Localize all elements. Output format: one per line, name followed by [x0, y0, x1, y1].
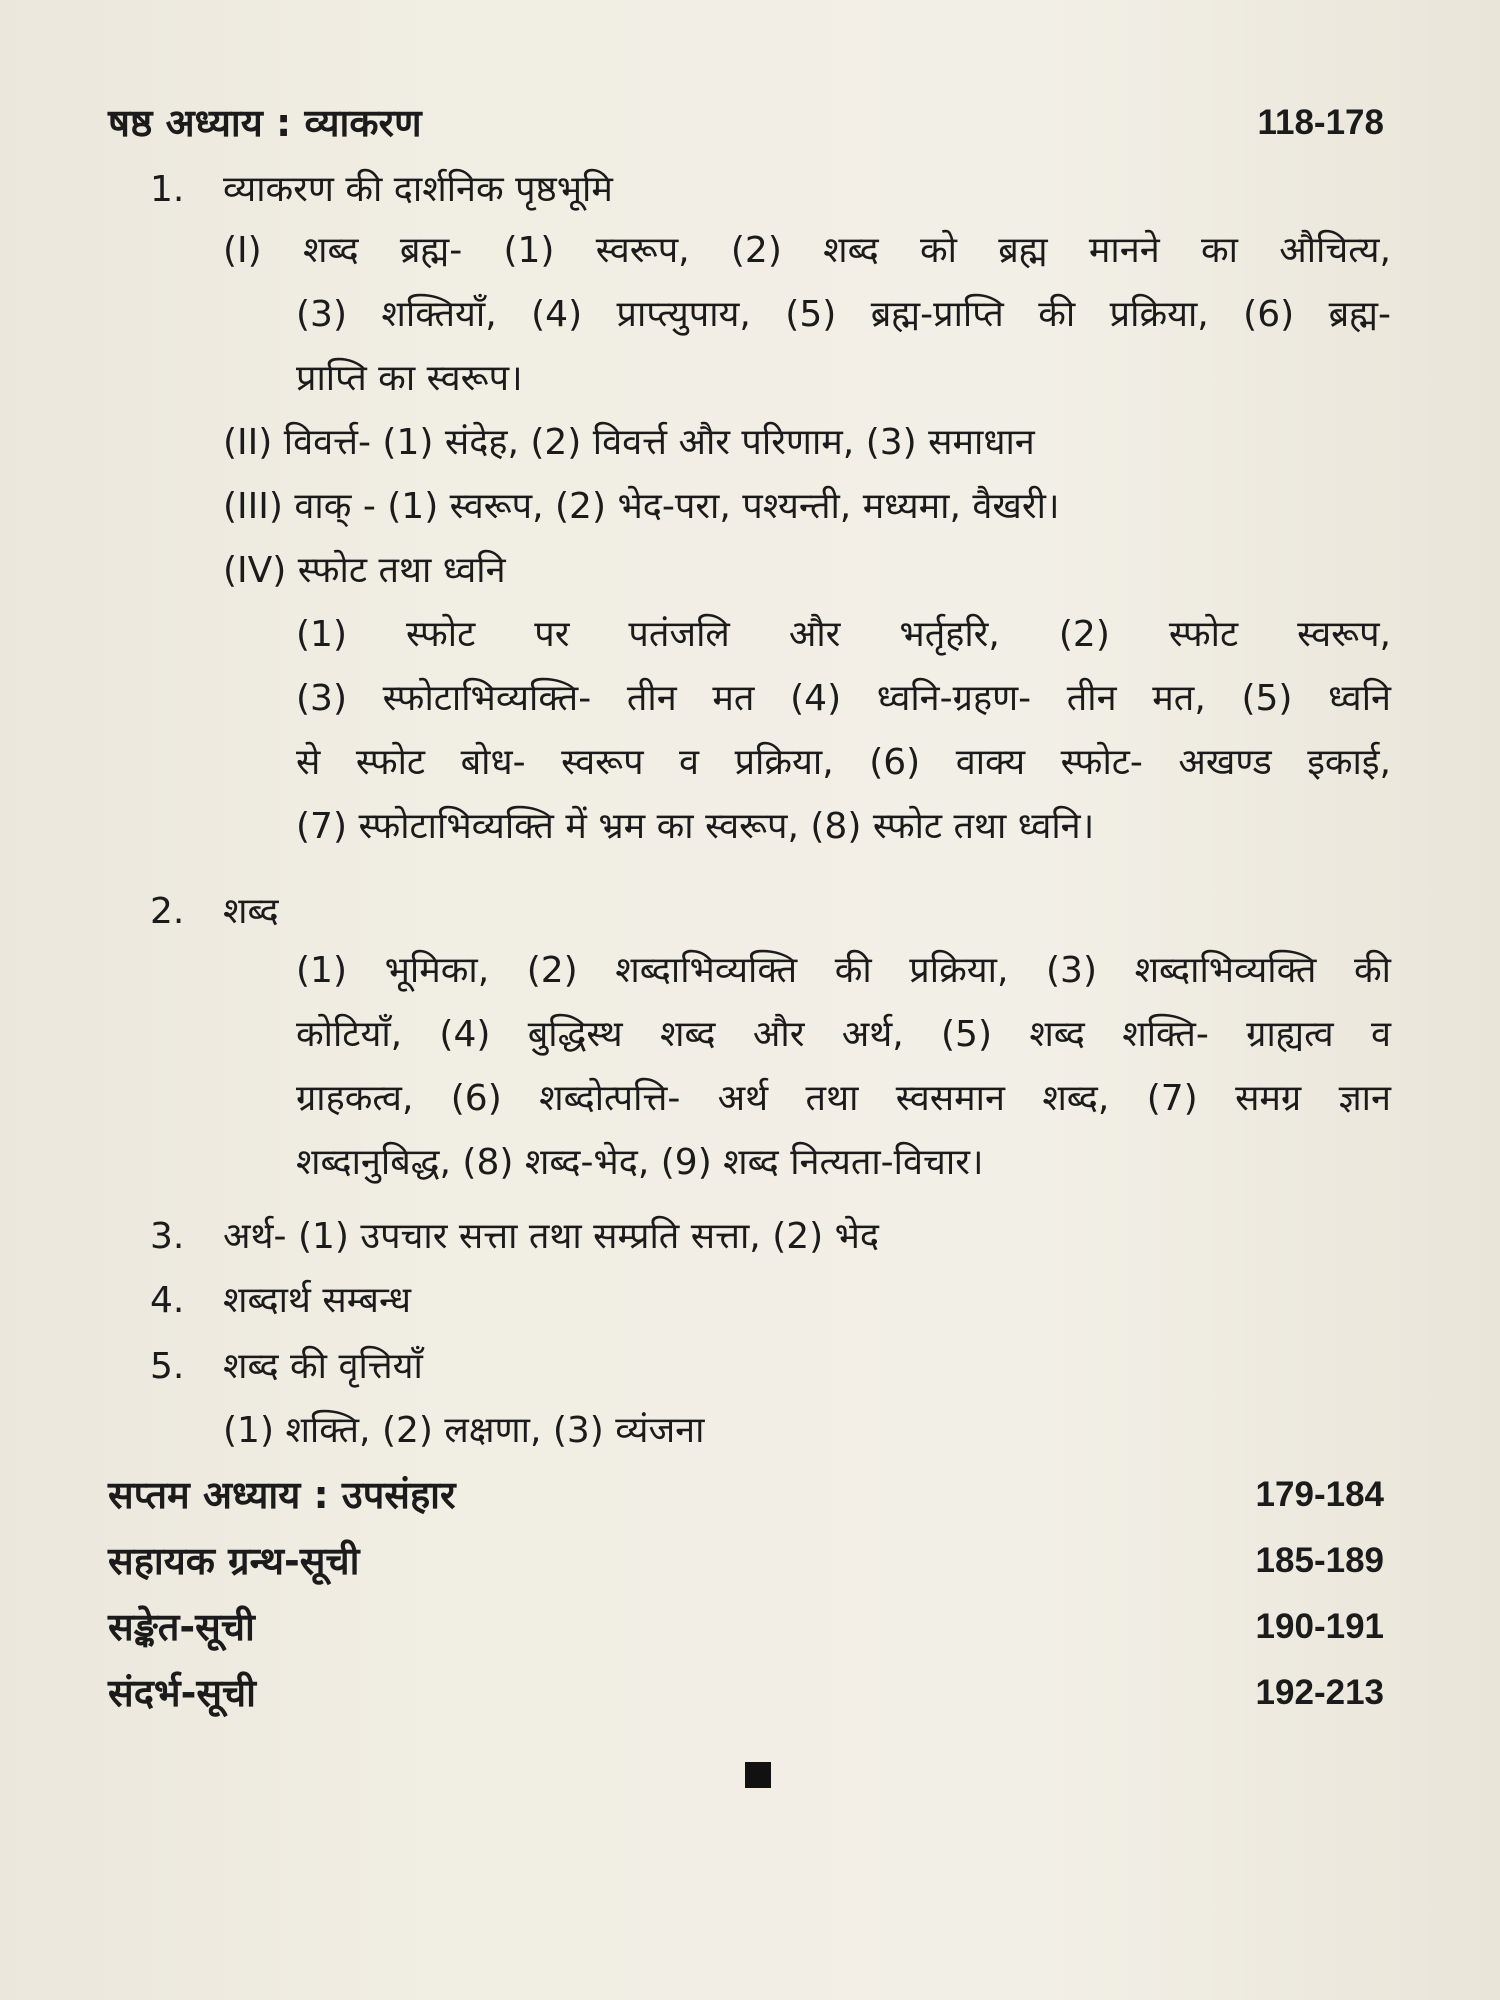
item2-line3: ग्राहकत्व, (6) शब्दोत्पत्ति- अर्थ तथा स्वसमान शब्द, (7) समग्र ज्ञान	[296, 1078, 1391, 1119]
item5-number: 5.	[150, 1346, 185, 1387]
item1-section1-line1: (I) शब्द ब्रह्म- (1) स्वरूप, (2) शब्द को ब्रह्म मानने का औचित्य,	[223, 230, 1391, 271]
references-pages: 192-213	[1255, 1673, 1384, 1712]
item4-number: 4.	[150, 1280, 185, 1321]
item3-text: अर्थ- (1) उपचार सत्ता तथा सम्प्रति सत्ता, (2) भेद	[223, 1216, 880, 1257]
chapter6-title: षष्ठ अध्याय : व्याकरण	[108, 101, 422, 145]
references-title: संदर्भ-सूची	[108, 1671, 257, 1715]
item1-section4-line2: (3) स्फोटाभिव्यक्ति- तीन मत (4) ध्वनि-ग्रहण- तीन मत, (5) ध्वनि	[296, 678, 1391, 719]
item4-text: शब्दार्थ सम्बन्ध	[223, 1280, 412, 1321]
item1-section2: (II) विवर्त्त- (1) संदेह, (2) विवर्त्त और परिणाम, (3) समाधान	[223, 422, 1035, 463]
item1-title: व्याकरण की दार्शनिक पृष्ठभूमि	[223, 169, 613, 210]
item1-section1-line3: प्राप्ति का स्वरूप।	[296, 358, 523, 399]
item5-title: शब्द की वृत्तियाँ	[223, 1346, 423, 1387]
bibliography-pages: 185-189	[1255, 1541, 1384, 1580]
item2-title: शब्द	[223, 891, 279, 932]
chapter6-pages: 118-178	[1257, 103, 1384, 142]
item1-section4-line3: से स्फोट बोध- स्वरूप व प्रक्रिया, (6) वाक्य स्फोट- अखण्ड इकाई,	[296, 742, 1391, 783]
item3-number: 3.	[150, 1216, 185, 1257]
item2-line1: (1) भूमिका, (2) शब्दाभिव्यक्ति की प्रक्रिया, (3) शब्दाभिव्यक्ति की	[296, 950, 1391, 991]
item2-line2: कोटियाँ, (4) बुद्धिस्थ शब्द और अर्थ, (5) शब्द शक्ति- ग्राह्यत्व व	[296, 1014, 1391, 1055]
bibliography-title: सहायक ग्रन्थ-सूची	[108, 1539, 360, 1583]
item1-section1-line2: (3) शक्तियाँ, (4) प्राप्त्युपाय, (5) ब्रह्म-प्राप्ति की प्रक्रिया, (6) ब्रह्म-	[296, 294, 1391, 335]
end-square-mark	[745, 1762, 771, 1788]
chapter7-title: सप्तम अध्याय : उपसंहार	[108, 1473, 456, 1517]
abbreviations-pages: 190-191	[1255, 1607, 1384, 1646]
chapter7-pages: 179-184	[1255, 1475, 1384, 1514]
item1-section4-line4: (7) स्फोटाभिव्यक्ति में भ्रम का स्वरूप, (8) स्फोट तथा ध्वनि।	[296, 806, 1095, 847]
item1-section3: (III) वाक् - (1) स्वरूप, (2) भेद-परा, पश्यन्ती, मध्यमा, वैखरी।	[223, 486, 1060, 527]
abbreviations-title: सङ्केत-सूची	[108, 1605, 255, 1649]
item1-section4-line1: (1) स्फोट पर पतंजलि और भर्तृहरि, (2) स्फोट स्वरूप,	[296, 614, 1391, 655]
item5-line1: (1) शक्ति, (2) लक्षणा, (3) व्यंजना	[223, 1410, 705, 1451]
item2-number: 2.	[150, 891, 185, 932]
item2-line4: शब्दानुबिद्ध, (8) शब्द-भेद, (9) शब्द नित्यता-विचार।	[296, 1142, 984, 1183]
item1-section4-title: (IV) स्फोट तथा ध्वनि	[223, 550, 506, 591]
item1-number: 1.	[150, 169, 185, 210]
